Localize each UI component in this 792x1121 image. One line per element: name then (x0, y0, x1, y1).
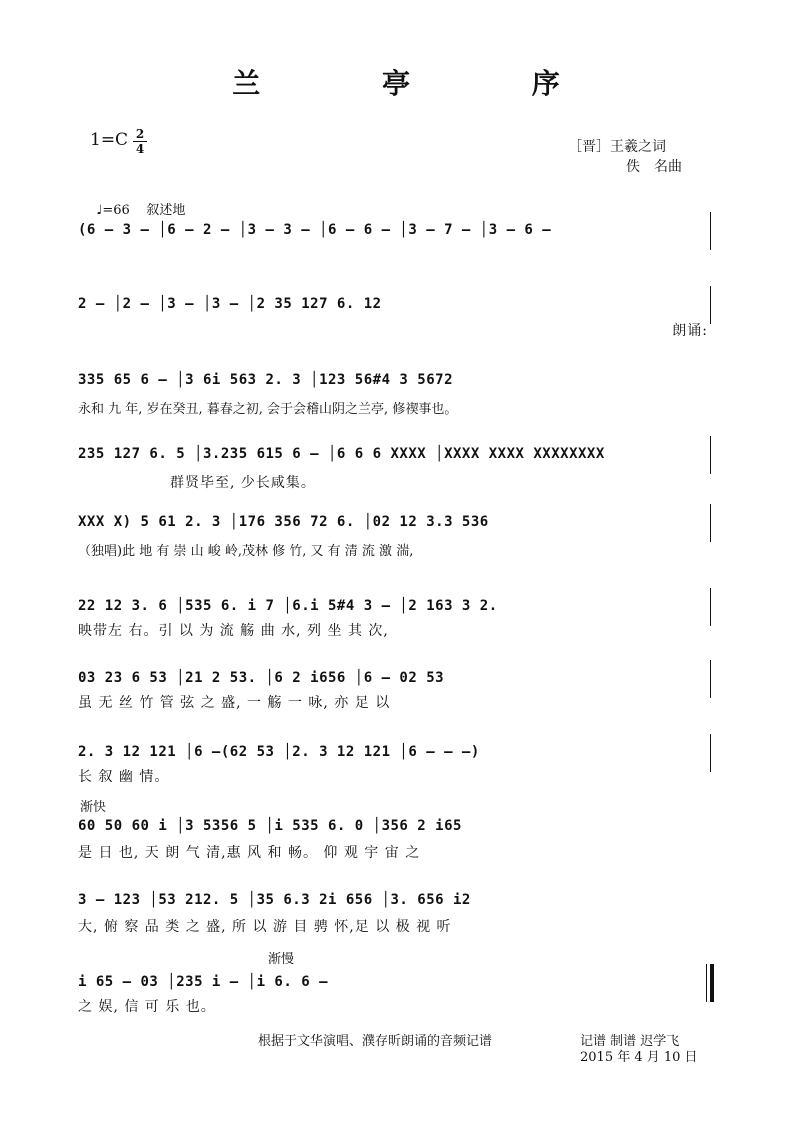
score-row (78, 510, 718, 538)
notes-line: 2 – │2 – │3 – │3 – │2 35 127 6. 12 (78, 296, 382, 312)
score-row (78, 292, 718, 320)
lyrics-line: （独唱)此 地 有 崇 山 峻 岭,茂林 修 竹, 又 有 清 流 激 湍, (78, 544, 414, 559)
ritardando-mark: 渐慢 (268, 952, 295, 967)
lyrics-line: 是 日 也, 天 朗 气 清,惠 风 和 畅。 仰 观 宇 宙 之 (78, 845, 421, 861)
score-row (78, 666, 718, 694)
lyrics-line: 虽 无 丝 竹 管 弦 之 盛, 一 觞 一 咏, 亦 足 以 (78, 695, 391, 711)
lyrics-line: 映带左 右。引 以 为 流 觞 曲 水, 列 坐 其 次, (78, 623, 389, 639)
lyricist-credit: ［晋］王羲之词 (568, 139, 666, 155)
composer-credit: 佚 名曲 (626, 159, 682, 175)
notes-line: (6 – 3 – │6 – 2 – │3 – 3 – │6 – 6 – │3 – 7 – │3 – 6 – (78, 222, 552, 238)
score-row (78, 740, 718, 768)
time-sig-top: 2 (135, 127, 145, 141)
expression-mark: 叙述地 (146, 203, 186, 218)
notes-line: XXX X) 5 61 2. 3 │176 356 72 6. │02 12 3.3 536 (78, 514, 489, 530)
notes-line: i 65 – 03 │235 i – │i 6. 6 – (78, 974, 329, 990)
page-title: 兰 亭 序 (232, 67, 616, 100)
time-signature (133, 128, 147, 155)
score-row (78, 594, 718, 622)
lyrics-line: 大, 俯 察 品 类 之 盛, 所 以 游 目 骋 怀,足 以 极 视 听 (78, 919, 452, 935)
notes-line: 60 50 60 i │3 5356 5 │i 535 6. 0 │356 2 i65 (78, 818, 462, 834)
lyrics-line: 永和 九 年, 岁在癸丑, 暮春之初, 会于会稽山阴之兰亭, 修禊事也。 (78, 402, 458, 417)
metronome-mark: ♩=66 (96, 203, 130, 218)
key-signature: 1=C (90, 130, 129, 150)
lyrics-line: 朗诵: (672, 323, 708, 339)
date-credit: 2015 年 4 月 10 日 (580, 1050, 698, 1065)
notes-line: 3 – 123 │53 212. 5 │35 6.3 2i 656 │3. 656 i2 (78, 892, 471, 908)
notes-line: 2. 3 12 121 │6 –(62 53 │2. 3 12 121 │6 – – –) (78, 744, 480, 760)
source-note: 根据于文华演唱、濮存昕朗诵的音频记谱 (258, 1034, 493, 1049)
lyrics-line: 长 叙 幽 情。 (78, 769, 170, 785)
notes-line: 235 127 6. 5 │3.235 615 6 – │6 6 6 XXXX │XXXX XXXX XXXXXXXX (78, 446, 605, 462)
lyrics-line: 群贤毕至, 少长咸集。 (170, 475, 316, 491)
score-row (78, 218, 718, 246)
lyrics-line: 之 娱, 信 可 乐 也。 (78, 999, 216, 1015)
tempo-mark (88, 184, 185, 218)
score-row (78, 442, 718, 470)
notes-line: 335 65 6 – │3 6i 563 2. 3 │123 56#4 3 5672 (78, 372, 454, 388)
score-row (78, 368, 718, 396)
score-row (78, 888, 718, 916)
notation-credit: 记谱 制谱 迟学飞 (580, 1034, 680, 1049)
notes-line: 22 12 3. 6 │535 6. i 7 │6.i 5#4 3 – │2 163 3 2. (78, 598, 498, 614)
score-row (78, 970, 718, 998)
notes-line: 03 23 6 53 │21 2 53. │6 2 i656 │6 – 02 53 (78, 670, 445, 686)
time-sig-bottom: 4 (135, 142, 145, 156)
accelerando-mark: 渐快 (80, 800, 107, 815)
score-row (78, 814, 718, 842)
